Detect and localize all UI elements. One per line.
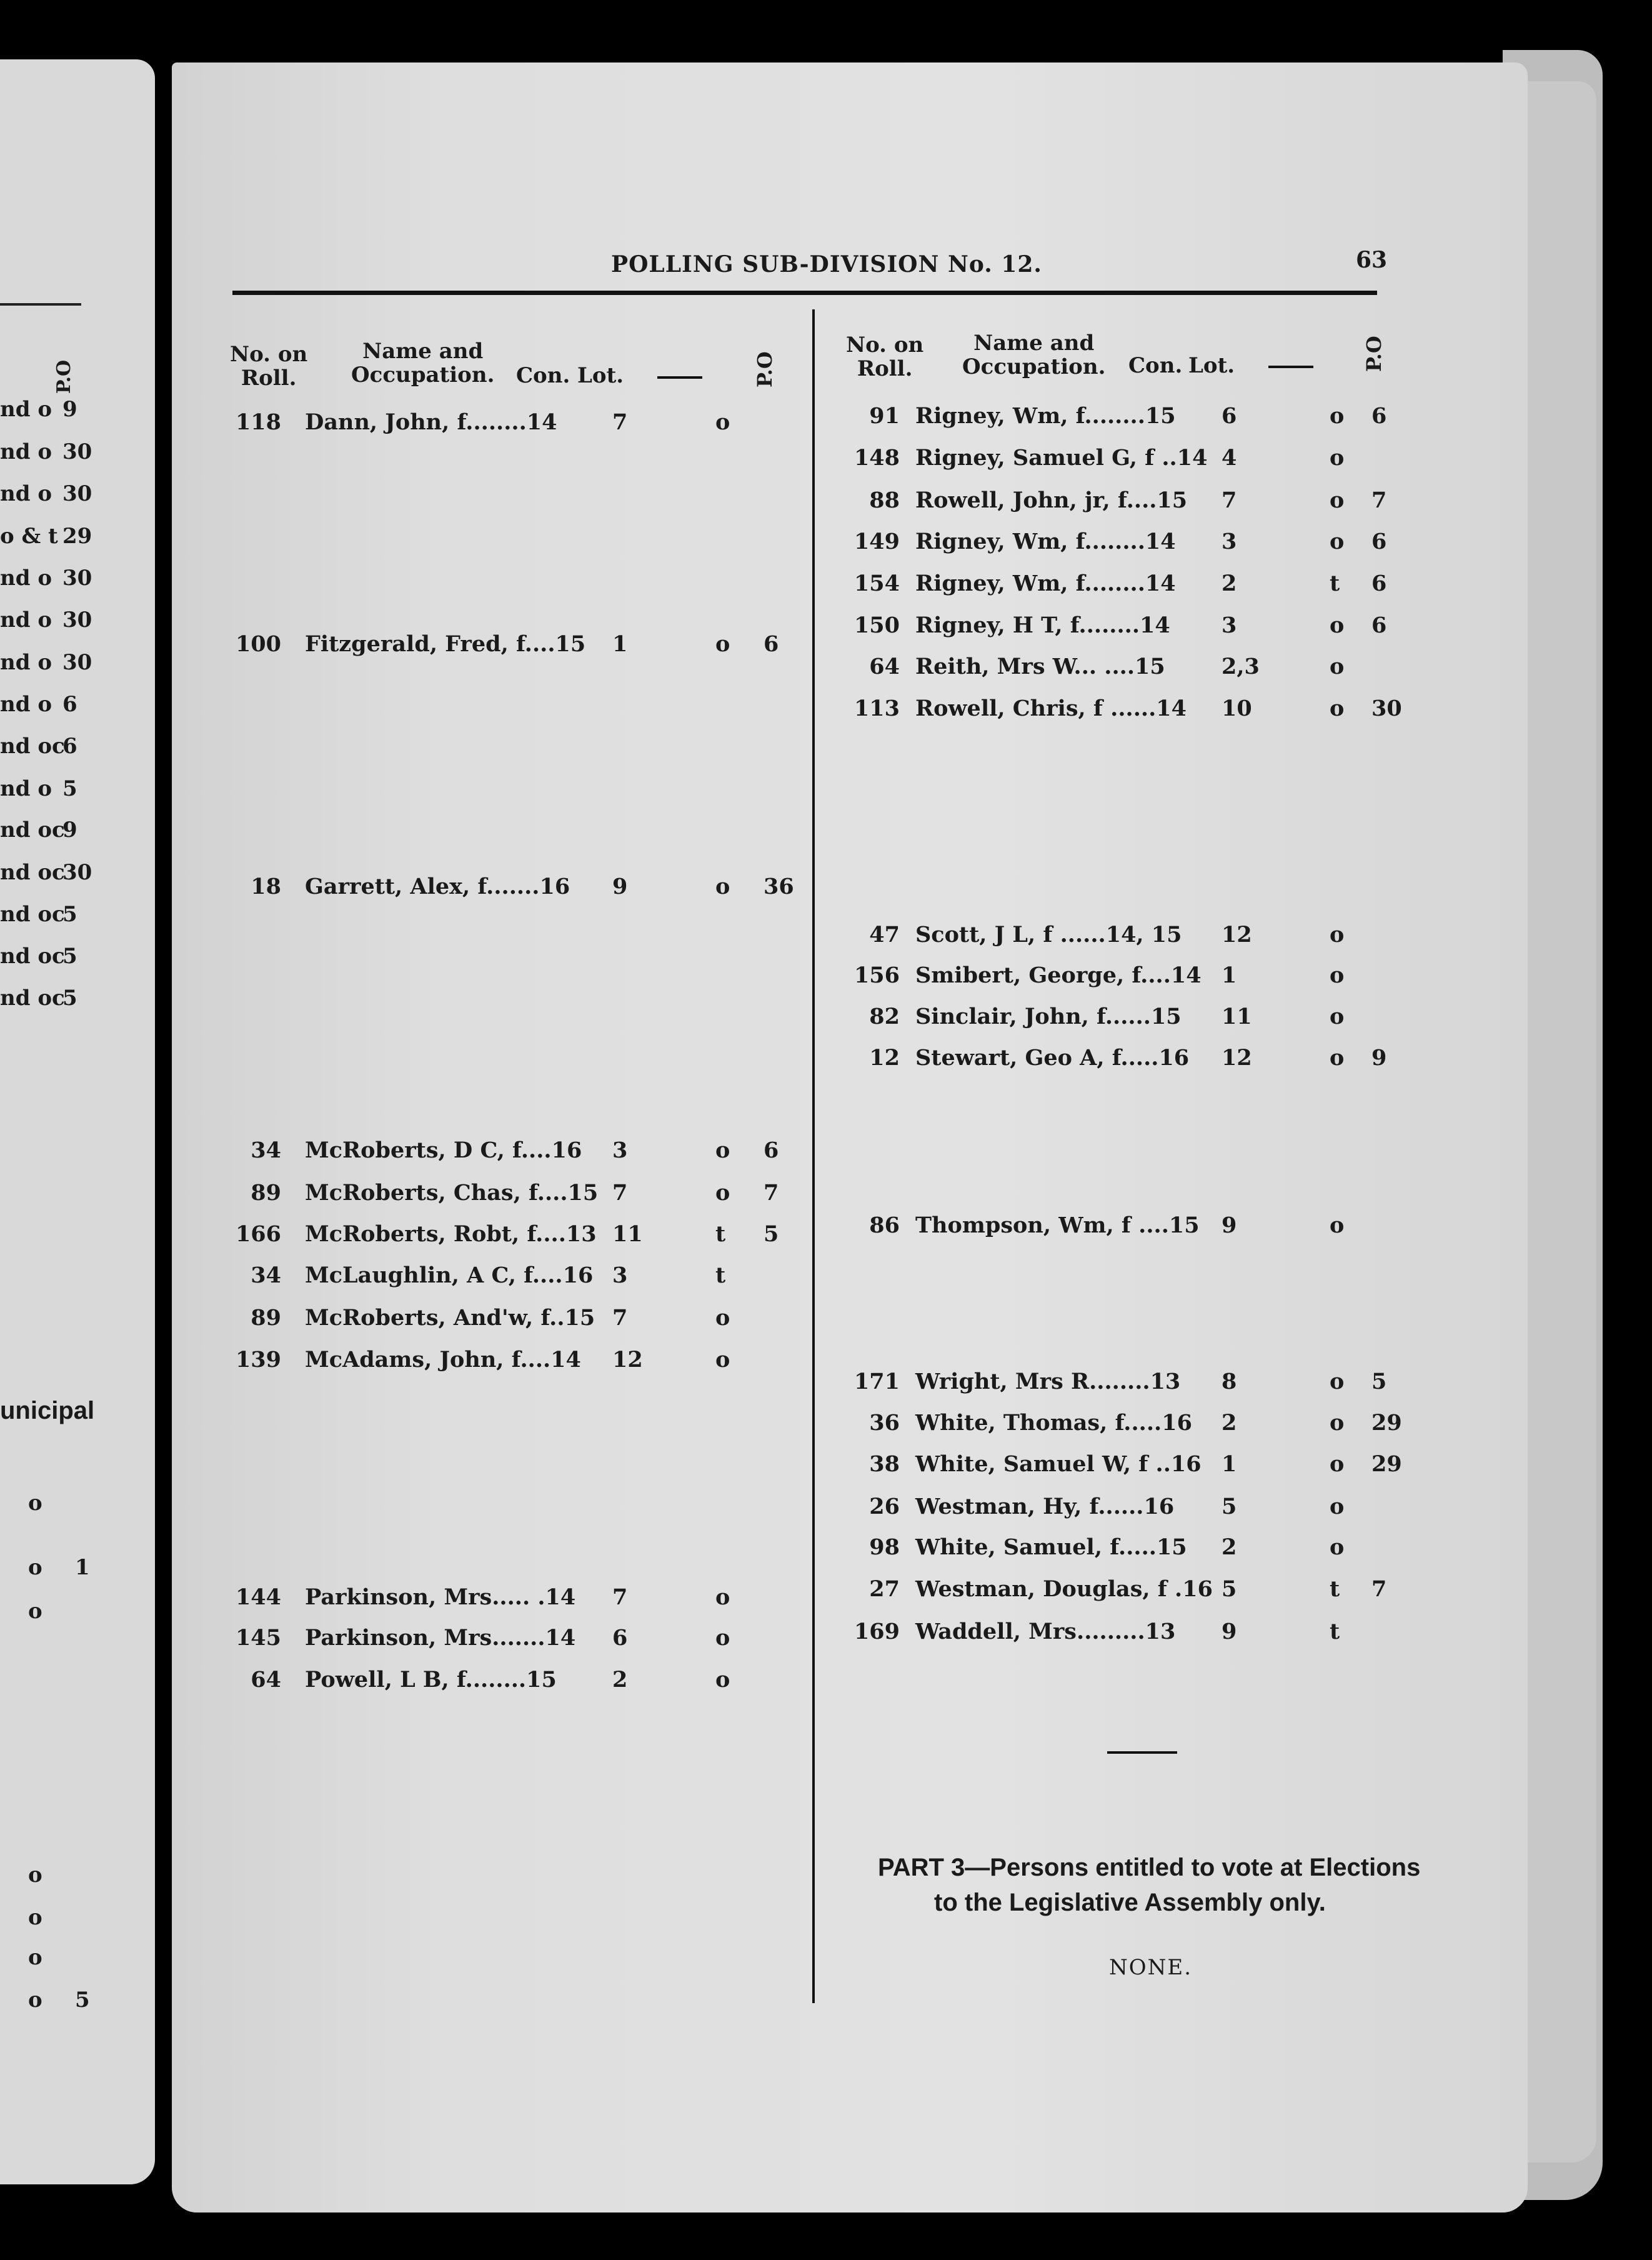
lot-number: 6 <box>1222 403 1237 429</box>
previous-page-po: 6 <box>62 692 77 717</box>
voter-name-occupation: McAdams, John, f....14 <box>305 1347 581 1372</box>
header-no-on-roll-line1: No. on <box>230 342 308 367</box>
lot-number: 7 <box>612 1180 628 1206</box>
previous-page-mark: o <box>28 1491 42 1516</box>
voter-name-occupation: Wright, Mrs R........13 <box>915 1369 1181 1394</box>
previous-page-po: 30 <box>62 439 92 464</box>
roll-number: 27 <box>869 1576 900 1602</box>
lot-number: 1 <box>612 631 628 657</box>
voter-name-occupation: Powell, L B, f........15 <box>305 1667 557 1692</box>
previous-page-po: 30 <box>62 566 92 591</box>
roll-number: 64 <box>251 1667 281 1692</box>
lot-number: 9 <box>1222 1619 1237 1644</box>
post-office-number: 6 <box>764 631 779 657</box>
roll-number: 156 <box>853 962 900 988</box>
roll-number: 144 <box>235 1584 281 1610</box>
roll-number: 169 <box>853 1619 900 1644</box>
previous-page-po: 30 <box>62 860 92 885</box>
roll-number: 113 <box>853 696 900 721</box>
lot-number: 11 <box>1222 1004 1252 1029</box>
previous-page-lower-row <box>28 1988 90 2012</box>
lot-number: 3 <box>612 1262 628 1288</box>
post-office-number: 6 <box>1371 571 1387 596</box>
previous-page-lower-row <box>28 1599 42 1624</box>
post-office-number: 29 <box>1371 1451 1402 1477</box>
voter-name-occupation: Westman, Douglas, f .16 <box>915 1576 1213 1602</box>
previous-page-text: nd o <box>0 481 52 506</box>
qualification-mark: o <box>1330 403 1345 429</box>
lot-number: 7 <box>612 1584 628 1610</box>
lot-number: 6 <box>612 1625 628 1651</box>
lot-number: 10 <box>1222 696 1252 721</box>
qualification-mark: o <box>715 1625 730 1651</box>
part3-none: NONE. <box>1109 1955 1193 1980</box>
previous-page-po: 5 <box>62 902 77 927</box>
previous-page-row <box>0 439 155 477</box>
roll-number: 89 <box>251 1180 281 1206</box>
voter-name-occupation: Rowell, John, jr, f....15 <box>915 488 1188 513</box>
post-office-number: 36 <box>764 874 794 899</box>
lot-number: 12 <box>612 1347 643 1372</box>
roll-number: 154 <box>853 571 900 596</box>
previous-page-row <box>0 902 155 939</box>
previous-page-text: nd o <box>0 397 52 422</box>
voter-name-occupation: Rigney, Samuel G, f ..14 <box>915 445 1208 471</box>
previous-page-text: nd oc <box>0 944 65 969</box>
roll-number: 82 <box>869 1004 900 1029</box>
previous-page-po: 30 <box>62 650 92 675</box>
voter-name-occupation: Smibert, George, f....14 <box>915 962 1202 988</box>
previous-page-mark: o <box>28 1599 42 1624</box>
header-con: Con. <box>516 363 570 388</box>
roll-number: 89 <box>251 1305 281 1331</box>
previous-page-text: nd oc <box>0 818 65 842</box>
voter-name-occupation: Reith, Mrs W... ....15 <box>915 654 1165 679</box>
voter-name-occupation: Rigney, Wm, f........14 <box>915 571 1176 596</box>
previous-page-text: nd oc <box>0 734 65 759</box>
previous-page-row <box>0 734 155 771</box>
voter-name-occupation: White, Samuel, f.....15 <box>915 1534 1187 1560</box>
voter-name-occupation: Scott, J L, f ......14, 15 <box>915 922 1182 948</box>
previous-page-po: 5 <box>62 944 77 969</box>
qualification-mark: o <box>715 1138 730 1163</box>
voter-name-occupation: Sinclair, John, f......15 <box>915 1004 1182 1029</box>
header-name-right-line1: Name and <box>973 331 1095 356</box>
qualification-mark: o <box>715 874 730 899</box>
post-office-number: 29 <box>1371 1410 1402 1436</box>
roll-number: 149 <box>853 529 900 554</box>
previous-page-po-header: P.O <box>53 359 75 394</box>
previous-page-row <box>0 860 155 898</box>
qualification-mark: o <box>1330 1045 1345 1071</box>
voter-name-occupation: Dann, John, f........14 <box>305 409 557 435</box>
roll-number: 98 <box>869 1534 900 1560</box>
roll-number: 34 <box>251 1262 281 1288</box>
post-office-number: 5 <box>1371 1369 1387 1394</box>
roll-number: 139 <box>235 1347 281 1372</box>
lot-number: 9 <box>612 874 628 899</box>
roll-number: 118 <box>235 409 281 435</box>
voter-name-occupation: McRoberts, Robt, f....13 <box>305 1221 597 1247</box>
voter-name-occupation: Rigney, Wm, f........14 <box>915 529 1176 554</box>
qualification-mark: t <box>715 1262 726 1288</box>
previous-page-po: 9 <box>62 397 77 422</box>
header-no-on-roll-right-line2: Roll. <box>857 356 913 381</box>
running-head: POLLING SUB-DIVISION No. 12. <box>611 251 1042 278</box>
qualification-mark: t <box>1330 571 1340 596</box>
roll-number: 34 <box>251 1138 281 1163</box>
roll-number: 148 <box>853 445 900 471</box>
header-name-occupation <box>351 339 494 387</box>
part3-line1: PART 3—Persons entitled to vote at Elections <box>878 1854 1421 1881</box>
previous-page-text: nd o <box>0 439 52 464</box>
previous-page-text: nd o <box>0 566 52 591</box>
previous-page-lower-row <box>28 1905 42 1930</box>
lot-number: 3 <box>1222 529 1237 554</box>
previous-page-mark: o <box>28 1905 42 1930</box>
lot-number: 7 <box>612 409 628 435</box>
lot-number: 12 <box>1222 1045 1252 1071</box>
post-office-number: 6 <box>1371 403 1387 429</box>
qualification-mark: o <box>715 631 730 657</box>
header-name-right-line2: Occupation. <box>962 354 1106 379</box>
post-office-number: 7 <box>764 1180 779 1206</box>
lot-number: 5 <box>1222 1494 1237 1519</box>
previous-page-text: nd oc <box>0 986 65 1011</box>
qualification-mark: o <box>1330 1451 1345 1477</box>
qualification-mark: o <box>1330 1534 1345 1560</box>
voter-name-occupation: Parkinson, Mrs..... .14 <box>305 1584 576 1610</box>
previous-page-lower-row <box>28 1555 90 1580</box>
qualification-mark: o <box>1330 654 1345 679</box>
lot-number: 2,3 <box>1222 654 1260 679</box>
roll-number: 47 <box>869 922 900 948</box>
voter-name-occupation: White, Thomas, f.....16 <box>915 1410 1192 1436</box>
previous-page-po: 30 <box>62 608 92 632</box>
previous-page-mark: o <box>28 1988 42 2012</box>
qualification-mark: o <box>715 1347 730 1372</box>
qualification-mark: t <box>1330 1576 1340 1602</box>
header-lot: Lot. <box>577 363 624 388</box>
header-name-line1: Name and <box>362 339 484 364</box>
previous-page-edge <box>0 59 155 2184</box>
header-no-on-roll-line2: Roll. <box>241 366 297 391</box>
qualification-mark: o <box>1330 922 1345 948</box>
previous-page-rule <box>0 303 81 306</box>
voter-name-occupation: Thompson, Wm, f ....15 <box>915 1212 1200 1238</box>
lot-number: 2 <box>1222 1534 1237 1560</box>
previous-page-text: nd oc <box>0 902 65 927</box>
qualification-mark: o <box>1330 1369 1345 1394</box>
voter-name-occupation: Stewart, Geo A, f.....16 <box>915 1045 1190 1071</box>
header-po-right: P.O <box>1362 336 1386 372</box>
roll-number: 26 <box>869 1494 900 1519</box>
previous-page-text: o & t <box>0 524 58 549</box>
voter-name-occupation: McRoberts, And'w, f..15 <box>305 1305 595 1331</box>
voter-name-occupation: McRoberts, Chas, f....15 <box>305 1180 599 1206</box>
previous-page-lower-row <box>28 1945 42 1970</box>
lot-number: 3 <box>1222 612 1237 638</box>
previous-page-text: nd o <box>0 776 52 801</box>
qualification-mark: t <box>1330 1619 1340 1644</box>
header-rule <box>232 291 1377 295</box>
previous-page-row <box>0 776 155 814</box>
voter-name-occupation: Fitzgerald, Fred, f....15 <box>305 631 586 657</box>
lot-number: 4 <box>1222 445 1237 471</box>
qualification-mark: o <box>1330 445 1345 471</box>
previous-page-row <box>0 524 155 561</box>
previous-page-row <box>0 566 155 603</box>
lot-number: 7 <box>612 1305 628 1331</box>
roll-number: 150 <box>853 612 900 638</box>
post-office-number: 6 <box>764 1138 779 1163</box>
lot-number: 12 <box>1222 922 1252 948</box>
header-no-on-roll-right <box>846 333 923 381</box>
previous-page-mark: o <box>28 1862 42 1888</box>
roll-number: 171 <box>853 1369 900 1394</box>
previous-page-po: 1 <box>75 1555 90 1580</box>
header-dash-right <box>1268 366 1313 368</box>
qualification-mark: o <box>715 1305 730 1331</box>
roll-number: 88 <box>869 488 900 513</box>
roll-number: 100 <box>235 631 281 657</box>
lot-number: 2 <box>612 1667 628 1692</box>
previous-page-text: nd o <box>0 608 52 632</box>
page-number: 63 <box>1356 247 1388 273</box>
qualification-mark: o <box>1330 612 1345 638</box>
roll-number: 38 <box>869 1451 900 1477</box>
voter-name-occupation: McLaughlin, A C, f....16 <box>305 1262 594 1288</box>
header-no-on-roll <box>230 342 307 390</box>
previous-page-lower-row <box>28 1862 42 1888</box>
previous-page-row <box>0 818 155 855</box>
lot-number: 8 <box>1222 1369 1237 1394</box>
voter-name-occupation: Rowell, Chris, f ......14 <box>915 696 1187 721</box>
roll-number: 166 <box>235 1221 281 1247</box>
previous-page-po: 6 <box>62 734 77 759</box>
previous-page-row <box>0 944 155 981</box>
lot-number: 11 <box>612 1221 643 1247</box>
qualification-mark: o <box>1330 529 1345 554</box>
qualification-mark: o <box>715 1584 730 1610</box>
post-office-number: 9 <box>1371 1045 1387 1071</box>
post-office-number: 5 <box>764 1221 779 1247</box>
roll-number: 86 <box>869 1212 900 1238</box>
header-lot-right: Lot. <box>1188 353 1235 378</box>
voter-name-occupation: White, Samuel W, f ..16 <box>915 1451 1202 1477</box>
previous-page-lower-row <box>28 1491 42 1516</box>
header-name-occupation-right <box>962 331 1105 379</box>
previous-page-po: 5 <box>75 1988 90 2012</box>
qualification-mark: o <box>1330 696 1345 721</box>
qualification-mark: t <box>715 1221 726 1247</box>
column-divider <box>812 309 815 2003</box>
header-dash <box>657 376 702 379</box>
header-con-right: Con. <box>1128 353 1183 378</box>
previous-page-row <box>0 608 155 645</box>
qualification-mark: o <box>1330 1494 1345 1519</box>
qualification-mark: o <box>715 409 730 435</box>
previous-page-po: 9 <box>62 818 77 842</box>
roll-number: 18 <box>251 874 281 899</box>
roll-number: 64 <box>869 654 900 679</box>
previous-page-row <box>0 397 155 434</box>
previous-page-text: nd o <box>0 692 52 717</box>
roll-number: 12 <box>869 1045 900 1071</box>
header-name-line2: Occupation. <box>351 362 495 388</box>
voter-name-occupation: McRoberts, D C, f....16 <box>305 1138 582 1163</box>
voter-name-occupation: Rigney, H T, f........14 <box>915 612 1170 638</box>
part3-line2: to the Legislative Assembly only. <box>934 1889 1326 1916</box>
voter-name-occupation: Parkinson, Mrs.......14 <box>305 1625 576 1651</box>
qualification-mark: o <box>715 1667 730 1692</box>
post-office-number: 7 <box>1371 488 1387 513</box>
lot-number: 7 <box>1222 488 1237 513</box>
roll-number: 145 <box>235 1625 281 1651</box>
previous-page-row <box>0 481 155 519</box>
lot-number: 2 <box>1222 1410 1237 1436</box>
section-rule <box>1107 1751 1177 1754</box>
header-po: P.O <box>753 351 777 388</box>
previous-page-text: nd o <box>0 650 52 675</box>
qualification-mark: o <box>715 1180 730 1206</box>
previous-page-po: 29 <box>62 524 92 549</box>
previous-page-row <box>0 692 155 729</box>
qualification-mark: o <box>1330 1410 1345 1436</box>
roll-number: 36 <box>869 1410 900 1436</box>
post-office-number: 6 <box>1371 612 1387 638</box>
previous-page-po: 5 <box>62 776 77 801</box>
qualification-mark: o <box>1330 1004 1345 1029</box>
voter-name-occupation: Rigney, Wm, f........15 <box>915 403 1176 429</box>
voter-name-occupation: Waddell, Mrs.........13 <box>915 1619 1176 1644</box>
page-stack-edge-inner <box>1528 81 1596 2162</box>
post-office-number: 6 <box>1371 529 1387 554</box>
voter-name-occupation: Garrett, Alex, f.......16 <box>305 874 570 899</box>
lot-number: 1 <box>1222 962 1237 988</box>
voter-name-occupation: Westman, Hy, f......16 <box>915 1494 1175 1519</box>
previous-page-row <box>0 650 155 688</box>
previous-page-mark: o <box>28 1555 42 1580</box>
lot-number: 2 <box>1222 571 1237 596</box>
lot-number: 1 <box>1222 1451 1237 1477</box>
qualification-mark: o <box>1330 488 1345 513</box>
previous-page-po: 5 <box>62 986 77 1011</box>
previous-page-mark: o <box>28 1945 42 1970</box>
qualification-mark: o <box>1330 1212 1345 1238</box>
header-no-on-roll-right-line1: No. on <box>846 332 924 358</box>
post-office-number: 7 <box>1371 1576 1387 1602</box>
previous-page-po: 30 <box>62 481 92 506</box>
qualification-mark: o <box>1330 962 1345 988</box>
part3-heading <box>878 1850 1420 1920</box>
lot-number: 9 <box>1222 1212 1237 1238</box>
roll-number: 91 <box>869 403 900 429</box>
previous-page-text: nd oc <box>0 860 65 885</box>
previous-page-municipal-heading: unicipal <box>0 1397 95 1424</box>
previous-page-row <box>0 986 155 1023</box>
lot-number: 3 <box>612 1138 628 1163</box>
post-office-number: 30 <box>1371 696 1402 721</box>
lot-number: 5 <box>1222 1576 1237 1602</box>
